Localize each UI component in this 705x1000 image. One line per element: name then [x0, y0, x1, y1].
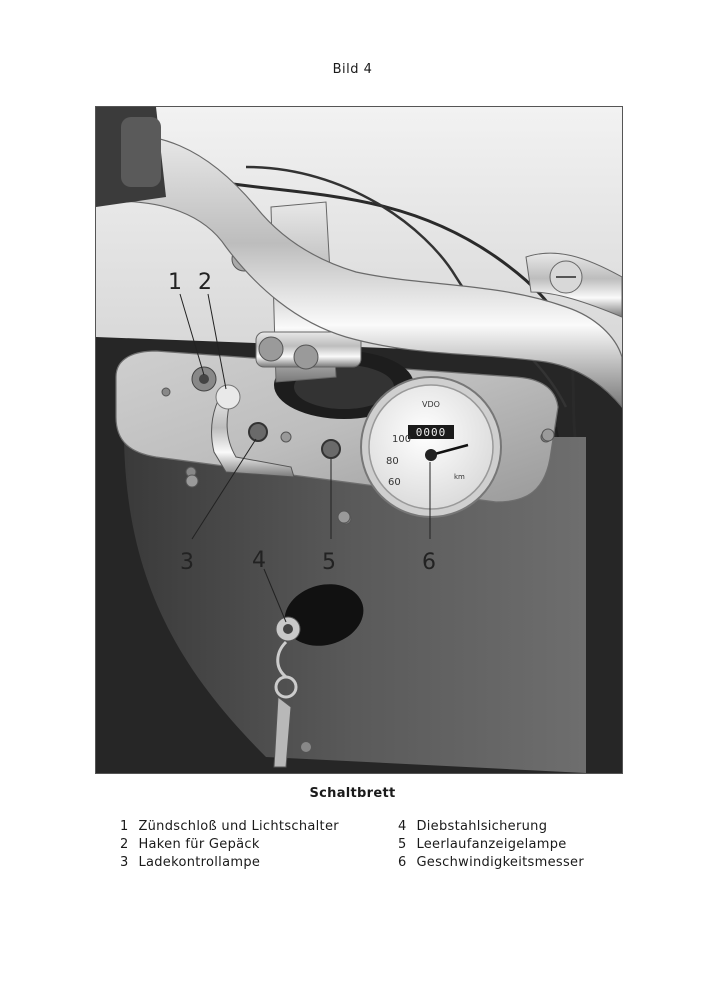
- callout-1: 1: [168, 270, 182, 295]
- legend-text: Geschwindigkeitsmesser: [416, 855, 584, 870]
- scale-label: 60: [388, 477, 401, 488]
- legend-number: 6: [398, 855, 407, 870]
- legend-number: 5: [398, 837, 407, 852]
- legend-number: 4: [398, 819, 407, 834]
- dashboard-photo: [95, 106, 623, 774]
- legend-text: Zündschloß und Lichtschalter: [138, 819, 339, 834]
- callout-4: 4: [252, 548, 266, 573]
- scale-label: 100: [392, 434, 412, 445]
- figure-caption: Schaltbrett: [309, 786, 396, 801]
- legend-item: [398, 854, 584, 872]
- legend-item: [120, 854, 339, 872]
- speedometer: [361, 377, 501, 517]
- legend-number: 2: [120, 837, 129, 852]
- legend-item: [120, 818, 339, 836]
- legend-text: Leerlaufanzeigelampe: [416, 837, 567, 852]
- scale-label: 80: [386, 456, 399, 467]
- legend-number: 1: [120, 819, 129, 834]
- legend-item: [398, 836, 584, 854]
- legend-number: 3: [120, 855, 129, 870]
- legend-text: Diebstahlsicherung: [416, 819, 548, 834]
- figure-title: Bild 4: [332, 62, 373, 77]
- legend-column-left: [120, 818, 339, 872]
- callout-3: 3: [180, 550, 194, 575]
- legend-column-right: [398, 818, 584, 872]
- callout-2: 2: [198, 270, 212, 295]
- legend-item: [398, 818, 584, 836]
- legend-text: Haken für Gepäck: [138, 837, 260, 852]
- callout-6: 6: [422, 550, 436, 575]
- odometer-reading: 0000: [415, 426, 447, 439]
- speed-unit: km: [454, 473, 465, 481]
- legend-item: [120, 836, 339, 854]
- speedometer-brand: VDO: [422, 400, 440, 409]
- legend-text: Ladekontrollampe: [138, 855, 261, 870]
- callout-5: 5: [322, 550, 336, 575]
